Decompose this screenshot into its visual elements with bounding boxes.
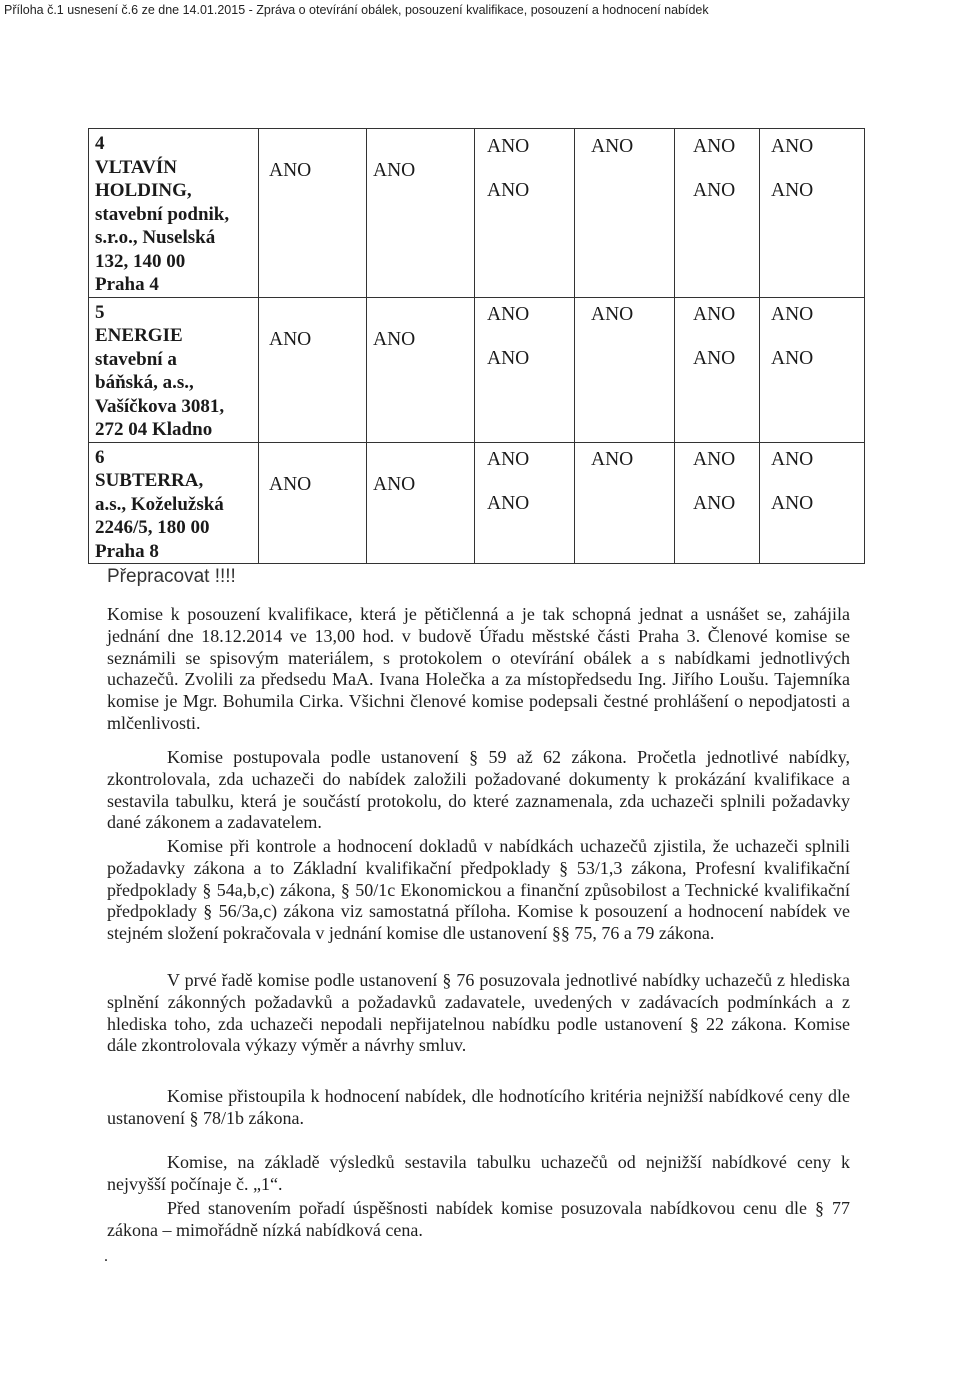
cell-value: ANO [771,347,814,369]
cell-value: ANO [771,303,814,325]
bidder-line: stavební a [95,348,177,370]
cell-value: ANO [269,328,312,350]
rework-note: Přepracovat !!!! [107,566,236,587]
cell-value: ANO [487,492,530,514]
cell-value: ANO [591,136,634,157]
paragraph: Komise postupovala podle ustanovení § 59 až 62 zákona. Pročetla jednotlivé nabídky, zkontrolovala, zda uchazeči do nabídek založili požadované dokumenty k prokázání kvalifikace a sestavila tabulku, která je součástí protokolu, do které zaznamenala, zda uchazeči splnili požadavky dané zákonem a zadavatelem. [107,747,850,833]
paragraph: Komise k posouzení kvalifikace, která je pětičlenná a je tak schopná jednat a usnášet se, zahájila jednání dne 18.12.2014 ve 13,00 hod. v budově Úřadu městské části Praha 3. Členové komise se seznámili se spisovým materiálem, s protokolem o otevírání obálek a s nabídkami jednotlivých uchazečů. Zvolili za předsedu MaA. Ivana Holečka a za místopředsedu Ing. Jiřího Loušu. Tajemníka komise je Mgr. Bohumila Cirka. Všichni členové komise podepsali čestné prohlášení o nepodjatosti a mlčenlivosti. [107,604,850,733]
table-cell [259,129,367,298]
paragraph: Komise, na základě výsledků sestavila tabulku uchazečů od nejnižší nabídkové ceny k nejvyšší počínaje č. „1“. [107,1152,850,1194]
evaluation-table [88,128,865,564]
bidder-number: 4 [95,133,105,154]
table-row [89,129,865,298]
table-cell [675,297,760,442]
cell-value: ANO [693,136,736,157]
trailing-mark: . [104,1248,108,1265]
table-row [89,442,865,564]
table-cell [367,129,475,298]
bidder-number: 6 [95,446,105,468]
cell-value: ANO [693,180,736,201]
cell-value: ANO [693,492,736,514]
cell-value: ANO [373,160,416,181]
bidder-line: báňská, a.s., [95,372,194,393]
table-cell [367,442,475,564]
bidder-cell [89,297,259,442]
bidder-line: a.s., Koželužská [95,493,224,515]
cell-value: ANO [591,303,634,325]
paragraph: Před stanovením pořadí úspěšnosti nabídek komise posuzovala nabídkovou cenu dle § 77 zákona – mimořádně nízká nabídková cena. [107,1198,850,1240]
paragraph: Komise při kontrole a hodnocení dokladů v nabídkách uchazečů zjistila, že uchazeči splnili požadavky zákona a to Základní kvalifikační předpoklady § 53/1,3 zákona, Profesní kvalifikační předpoklady § 54a,b,c) zákona, § 50/1c Ekonomickou a finanční způsobilost a Technické kvalifikační předpoklady § 56/3a,c) zákona viz samostatná příloha. Komise k posouzení a hodnocení nabídek ve stejném složení pokračovala v jednání komise dle ustanovení §§ 75, 76 a 79 zákona. [107,836,850,944]
cell-value: ANO [269,473,312,495]
cell-value: ANO [693,303,736,325]
bidder-cell [89,442,259,564]
bidder-line: 2246/5, 180 00 [95,517,210,538]
table-cell [475,129,575,298]
bidder-line: Vašíčkova 3081, [95,395,225,417]
bidder-number: 5 [95,301,105,323]
table-cell [760,129,865,298]
cell-value: ANO [373,473,416,495]
table-row [89,297,865,442]
table-cell [675,129,760,298]
bidder-line: SUBTERRA, [95,470,204,491]
table-cell [575,297,675,442]
cell-value: ANO [269,160,312,181]
bidder-line: Praha 4 [95,274,159,295]
bidder-line: ENERGIE [95,325,183,346]
cell-value: ANO [487,347,530,369]
cell-value: ANO [771,136,814,157]
bidder-line: Praha 8 [95,540,159,562]
bidder-line: stavební podnik, [95,203,230,225]
paragraph: V prvé řadě komise podle ustanovení § 76 posuzovala jednotlivé nabídky uchazečů z hlediska splnění zákonných požadavků a požadavků zadavatele, uvedených v zadávacích podmínkách a z hlediska toho, zda uchazeči nepodali nepřijatelnou nabídku podle ustanovení § 22 zákona. Komise dále zkontrolovala výkazy výměr a návrhy smluv. [107,970,850,1056]
bidder-cell [89,129,259,298]
table-cell [575,442,675,564]
table-cell [259,442,367,564]
cell-value: ANO [693,448,736,470]
bidder-line: VLTAVÍN [95,156,178,178]
cell-value: ANO [373,328,416,350]
cell-value: ANO [487,448,530,470]
cell-value: ANO [487,303,530,325]
bidder-line: 272 04 Kladno [95,419,213,440]
table-cell [475,297,575,442]
cell-value: ANO [591,448,634,470]
cell-value: ANO [693,347,736,369]
bidder-line: HOLDING, [95,180,192,201]
table-cell [259,297,367,442]
cell-value: ANO [771,180,814,201]
table-cell [475,442,575,564]
cell-value: ANO [487,180,530,201]
table-cell [760,442,865,564]
table-cell [575,129,675,298]
paragraph: Komise přistoupila k hodnocení nabídek, dle hodnotícího kritéria nejnižší nabídkové ceny dle ustanovení § 78/1b zákona. [107,1086,850,1128]
table-cell [675,442,760,564]
cell-value: ANO [771,492,814,514]
bidder-line: 132, 140 00 [95,250,186,272]
table-cell [760,297,865,442]
page-header: Příloha č.1 usnesení č.6 ze dne 14.01.2015 - Zpráva o otevírání obálek, posouzení kvalifikace, posouzení a hodnocení nabídek [4,3,709,17]
table-cell [367,297,475,442]
cell-value: ANO [487,136,530,157]
bidder-line: s.r.o., Nuselská [95,227,216,248]
cell-value: ANO [771,448,814,470]
